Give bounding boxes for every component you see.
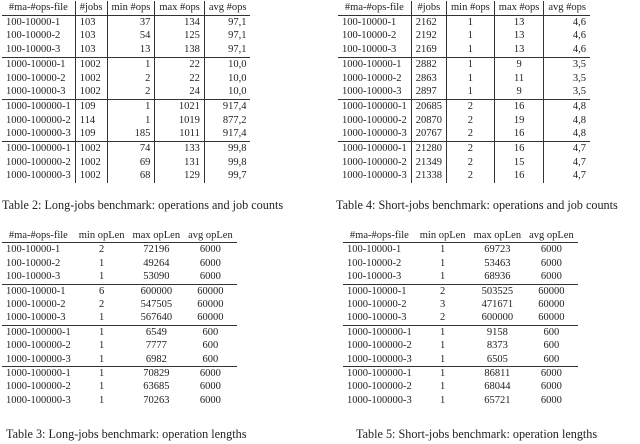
table-cell: 1000-100000-1 [342,100,407,112]
table-cell: 6000 [540,244,562,256]
table-cell: 600 [202,326,219,338]
table-cell: 3,5 [544,57,590,71]
table-cell: 70829 [143,368,170,380]
table-cell: 1 [447,72,495,86]
table-cell: 4,6 [544,29,590,43]
table-cell: 503525 [481,285,514,297]
table-cell: 16 [494,127,544,141]
table-cell: 20767 [411,127,446,141]
table-cell: 1000-10000-3 [6,312,66,324]
table-cell: 600 [543,353,560,365]
table-cell: 1000-100000-3 [347,394,412,406]
table-3-body [2,243,237,407]
table-row [338,142,590,156]
table-cell: 1000-100000-2 [342,156,407,168]
table-cell: 1000-100000-2 [6,114,71,126]
table-row [2,380,237,393]
table-cell: 600000 [140,285,173,297]
table-cell: 1000-100000-2 [347,381,412,393]
table-cell: 21280 [411,142,446,156]
table-cell: 69 [107,156,155,170]
table-cell: 1 [440,244,446,256]
table-cell: 1000-100000-2 [6,156,71,168]
table-cell: 8373 [486,340,508,352]
table-row [343,394,578,407]
table-row [2,15,250,29]
table-cell: 6549 [145,326,167,338]
table-row [343,380,578,393]
table-cell: 1000-100000-3 [6,170,71,182]
table-cell: 1 [107,114,155,128]
table-5-caption: Table 5: Short-jobs benchmark: operation lengths [356,427,598,441]
table-2-header: #jobs [75,1,107,15]
table-cell: 103 [75,29,107,43]
table-cell: 2 [440,285,446,297]
table-cell: 97,1 [204,43,250,57]
table-cell: 125 [155,29,205,43]
table-cell: 1 [107,57,155,71]
table-row [2,353,237,367]
table-row [2,394,237,407]
table-cell: 100-10000-3 [342,44,397,56]
table-cell: 1 [99,257,105,269]
table-cell: 74 [107,142,155,156]
table-row [2,57,250,71]
table-row [2,85,250,99]
table-4-caption: Table 4: Short-jobs benchmark: operations and job counts [336,198,618,212]
table-row [343,284,578,298]
table-cell: 114 [75,114,107,128]
table-cell: 22 [155,72,205,86]
table-cell: 1 [447,29,495,43]
table-4-grid [338,1,590,183]
table-cell: 1000-10000-2 [6,299,66,311]
table-cell: 16 [494,169,544,183]
table-cell: 21338 [411,169,446,183]
table-cell: 1000-10000-2 [342,72,402,84]
table-cell: 138 [155,43,205,57]
table-cell: 2 [99,244,105,256]
table-cell: 567640 [140,312,173,324]
table-2-caption: Table 2: Long-jobs benchmark: operations and job counts [2,198,284,212]
table-cell: 1011 [155,127,205,141]
table-cell: 68936 [484,271,511,283]
table-row [2,257,237,270]
table-cell: 100-10000-1 [342,16,397,28]
table-cell: 13 [494,29,544,43]
table-cell: 2882 [411,57,446,71]
table-row [338,99,590,113]
table-cell: 1000-100000-2 [347,340,412,352]
table-cell: 600000 [481,312,514,324]
table-row [338,43,590,57]
table-cell: 6505 [486,353,508,365]
table-cell: 68 [107,169,155,183]
table-2-body [2,15,250,183]
table-cell: 1 [440,326,446,338]
table-cell: 1000-10000-3 [342,86,402,98]
table-cell: 9 [494,57,544,71]
table-cell: 86811 [484,368,511,380]
table-cell: 2 [447,99,495,113]
table-cell: 133 [155,142,205,156]
table-cell: 100-10000-3 [6,271,61,283]
table-cell: 1002 [75,142,107,156]
table-4-header: #jobs [411,1,446,15]
table-cell: 2 [447,169,495,183]
table-cell: 4,8 [544,114,590,128]
table-cell: 1000-10000-1 [347,285,407,297]
table-cell: 1000-100000-2 [6,381,71,393]
table-cell: 6000 [199,381,221,393]
table-cell: 471671 [481,299,514,311]
table-cell: 1019 [155,114,205,128]
table-4-header: max #ops [494,1,544,15]
table-5-grid [343,229,578,407]
table-cell: 1 [440,353,446,365]
table-row [343,325,578,339]
table-cell: 1 [440,271,446,283]
table-cell: 60000 [538,285,565,297]
table-cell: 1 [447,43,495,57]
table-row [2,270,237,284]
table-row [2,298,237,311]
table-cell: 1000-100000-1 [6,143,71,155]
table-cell: 4,6 [544,15,590,29]
table-row [2,325,237,339]
table-cell: 15 [494,156,544,170]
table-cell: 1000-10000-2 [347,299,407,311]
table-cell: 7777 [145,340,167,352]
table-cell: 4,8 [544,127,590,141]
table-cell: 37 [107,15,155,29]
table-cell: 20685 [411,99,446,113]
table-cell: 109 [75,99,107,113]
table-cell: 1 [447,85,495,99]
table-cell: 1000-100000-1 [6,100,71,112]
table-cell: 600 [202,340,219,352]
table-row [343,243,578,257]
table-cell: 6000 [540,394,562,406]
table-cell: 1 [99,326,105,338]
table-row [2,243,237,257]
table-cell: 1 [447,57,495,71]
table-cell: 1 [99,312,105,324]
table-5-body [343,243,578,407]
table-3 [2,229,237,407]
table-cell: 4,7 [544,142,590,156]
table-cell: 1 [107,99,155,113]
table-cell: 100-10000-3 [347,271,402,283]
table-cell: 22 [155,57,205,71]
table-cell: 2 [440,312,446,324]
table-cell: 1 [440,381,446,393]
table-cell: 60000 [538,312,565,324]
table-cell: 1000-100000-1 [347,368,412,380]
table-cell: 97,1 [204,29,250,43]
table-cell: 1000-100000-3 [6,353,71,365]
table-row [2,142,250,156]
table-4-header: min #ops [447,1,495,15]
table-row [343,298,578,311]
table-cell: 72196 [143,244,170,256]
table-cell: 1 [440,257,446,269]
table-row [338,169,590,183]
table-cell: 6000 [199,244,221,256]
table-cell: 1000-100000-2 [342,114,407,126]
table-cell: 2 [447,127,495,141]
table-cell: 13 [107,43,155,57]
table-cell: 97,1 [204,15,250,29]
table-cell: 134 [155,15,205,29]
table-cell: 1 [440,394,446,406]
table-cell: 6 [99,285,105,297]
table-cell: 65721 [484,394,511,406]
table-cell: 917,4 [204,99,250,113]
table-cell: 100-10000-2 [347,257,402,269]
table-cell: 70263 [143,394,170,406]
table-cell: 1000-10000-1 [342,58,402,70]
table-cell: 60000 [197,312,224,324]
table-cell: 6000 [199,271,221,283]
table-cell: 3,5 [544,72,590,86]
table-cell: 19 [494,114,544,128]
table-row [338,85,590,99]
table-cell: 10,0 [204,85,250,99]
table-cell: 1 [99,381,105,393]
table-4 [338,1,590,183]
table-cell: 1000-10000-1 [6,285,66,297]
table-cell: 2162 [411,15,446,29]
table-cell: 60000 [197,285,224,297]
table-cell: 1002 [75,72,107,86]
table-row [2,127,250,141]
table-row [343,257,578,270]
table-cell: 6000 [540,257,562,269]
table-cell: 103 [75,15,107,29]
table-row [338,15,590,29]
table-cell: 2 [99,299,105,311]
table-cell: 1000-100000-3 [6,394,71,406]
table-cell: 100-10000-2 [342,30,397,42]
table-cell: 2 [107,72,155,86]
table-cell: 63685 [143,381,170,393]
table-cell: 53090 [143,271,170,283]
table-cell: 600 [543,340,560,352]
table-2-header: #ma-#ops-file [8,2,68,13]
table-cell: 60000 [538,299,565,311]
table-cell: 1000-10000-1 [6,58,66,70]
table-3-caption: Table 3: Long-jobs benchmark: operation lengths [6,427,247,441]
table-3-header: avg opLen [188,230,233,241]
table-row [338,114,590,128]
table-cell: 100-10000-1 [6,244,61,256]
table-cell: 1000-100000-1 [6,326,71,338]
table-cell: 99,8 [204,142,250,156]
table-5-header: avg opLen [529,230,574,241]
table-5-header: max opLen [473,230,522,241]
table-2-header: avg #ops [204,1,250,15]
table-row [343,367,578,381]
table-cell: 2169 [411,43,446,57]
table-cell: 69723 [484,244,511,256]
table-cell: 1002 [75,169,107,183]
table-cell: 16 [494,142,544,156]
table-row [338,127,590,141]
table-cell: 100-10000-3 [6,44,61,56]
table-5 [343,229,578,407]
table-cell: 4,6 [544,43,590,57]
table-cell: 1 [440,340,446,352]
table-row [2,367,237,381]
table-row [2,169,250,183]
table-4-body [338,15,590,183]
table-row [2,43,250,57]
table-cell: 100-10000-2 [6,257,61,269]
table-cell: 600 [202,353,219,365]
table-cell: 1000-10000-3 [6,86,66,98]
table-row [343,353,578,367]
table-cell: 6000 [540,271,562,283]
table-cell: 99,8 [204,156,250,170]
table-cell: 1002 [75,57,107,71]
table-3-header: #ma-#ops-file [8,230,68,241]
table-cell: 1000-10000-3 [347,312,407,324]
table-cell: 9158 [486,326,508,338]
table-cell: 10,0 [204,72,250,86]
table-row [338,57,590,71]
table-cell: 6000 [199,394,221,406]
table-cell: 1002 [75,85,107,99]
table-cell: 2 [107,85,155,99]
table-cell: 13 [494,43,544,57]
table-cell: 1000-100000-1 [347,326,412,338]
table-row [343,311,578,325]
table-cell: 9 [494,85,544,99]
table-cell: 54 [107,29,155,43]
table-4-header: avg #ops [544,1,590,15]
table-cell: 3 [440,299,446,311]
table-cell: 877,2 [204,114,250,128]
table-5-header: #ma-#ops-file [349,230,409,241]
table-cell: 1000-100000-3 [342,128,407,140]
table-cell: 2897 [411,85,446,99]
table-cell: 1 [99,340,105,352]
table-cell: 6000 [540,381,562,393]
table-cell: 917,4 [204,127,250,141]
table-cell: 1021 [155,99,205,113]
table-cell: 100-10000-1 [6,16,61,28]
table-row [2,99,250,113]
table-cell: 100-10000-2 [6,30,61,42]
table-row [338,29,590,43]
table-cell: 24 [155,85,205,99]
table-2 [2,1,250,183]
table-cell: 1000-100000-3 [6,128,71,140]
table-row [343,270,578,284]
table-cell: 1000-100000-1 [342,143,407,155]
table-cell: 1 [99,353,105,365]
table-cell: 3,5 [544,85,590,99]
table-cell: 1 [99,394,105,406]
table-cell: 109 [75,127,107,141]
table-cell: 49264 [143,257,170,269]
table-cell: 1 [99,271,105,283]
table-cell: 1000-100000-2 [6,340,71,352]
table-row [2,284,237,298]
table-2-header: max #ops [155,1,205,15]
table-cell: 1000-100000-3 [347,353,412,365]
table-2-grid [2,1,250,183]
table-cell: 6000 [540,368,562,380]
table-cell: 2192 [411,29,446,43]
table-cell: 4,8 [544,99,590,113]
table-cell: 1 [447,15,495,29]
table-cell: 1000-100000-1 [6,368,71,380]
table-2-header: min #ops [107,1,155,15]
table-3-grid [2,229,237,407]
table-row [343,339,578,352]
table-cell: 21349 [411,156,446,170]
table-cell: 99,7 [204,169,250,183]
table-5-header: min opLen [419,230,466,241]
table-cell: 1 [99,368,105,380]
table-cell: 60000 [197,299,224,311]
table-row [2,72,250,86]
table-row [2,29,250,43]
table-cell: 2 [447,142,495,156]
table-cell: 600 [543,326,560,338]
table-cell: 53463 [484,257,511,269]
table-cell: 185 [107,127,155,141]
table-cell: 1000-100000-3 [342,170,407,182]
table-row [2,311,237,325]
table-cell: 2863 [411,72,446,86]
table-3-header: max opLen [132,230,181,241]
table-cell: 100-10000-1 [347,244,402,256]
table-row [2,114,250,128]
table-cell: 1000-10000-2 [6,72,66,84]
table-cell: 11 [494,72,544,86]
table-cell: 10,0 [204,57,250,71]
table-cell: 1002 [75,156,107,170]
table-3-header: min opLen [78,230,125,241]
table-cell: 6000 [199,368,221,380]
table-cell: 547505 [140,299,173,311]
table-row [338,156,590,170]
table-cell: 16 [494,99,544,113]
table-cell: 131 [155,156,205,170]
table-cell: 68044 [484,381,511,393]
table-cell: 13 [494,15,544,29]
table-cell: 103 [75,43,107,57]
table-row [2,339,237,352]
table-4-header: #ma-#ops-file [344,2,404,13]
table-row [2,156,250,170]
table-cell: 6982 [145,353,167,365]
table-cell: 2 [447,156,495,170]
table-cell: 4,7 [544,169,590,183]
table-cell: 129 [155,169,205,183]
table-cell: 4,7 [544,156,590,170]
table-cell: 20870 [411,114,446,128]
table-cell: 1 [440,368,446,380]
table-cell: 2 [447,114,495,128]
table-row [338,72,590,86]
table-cell: 6000 [199,257,221,269]
